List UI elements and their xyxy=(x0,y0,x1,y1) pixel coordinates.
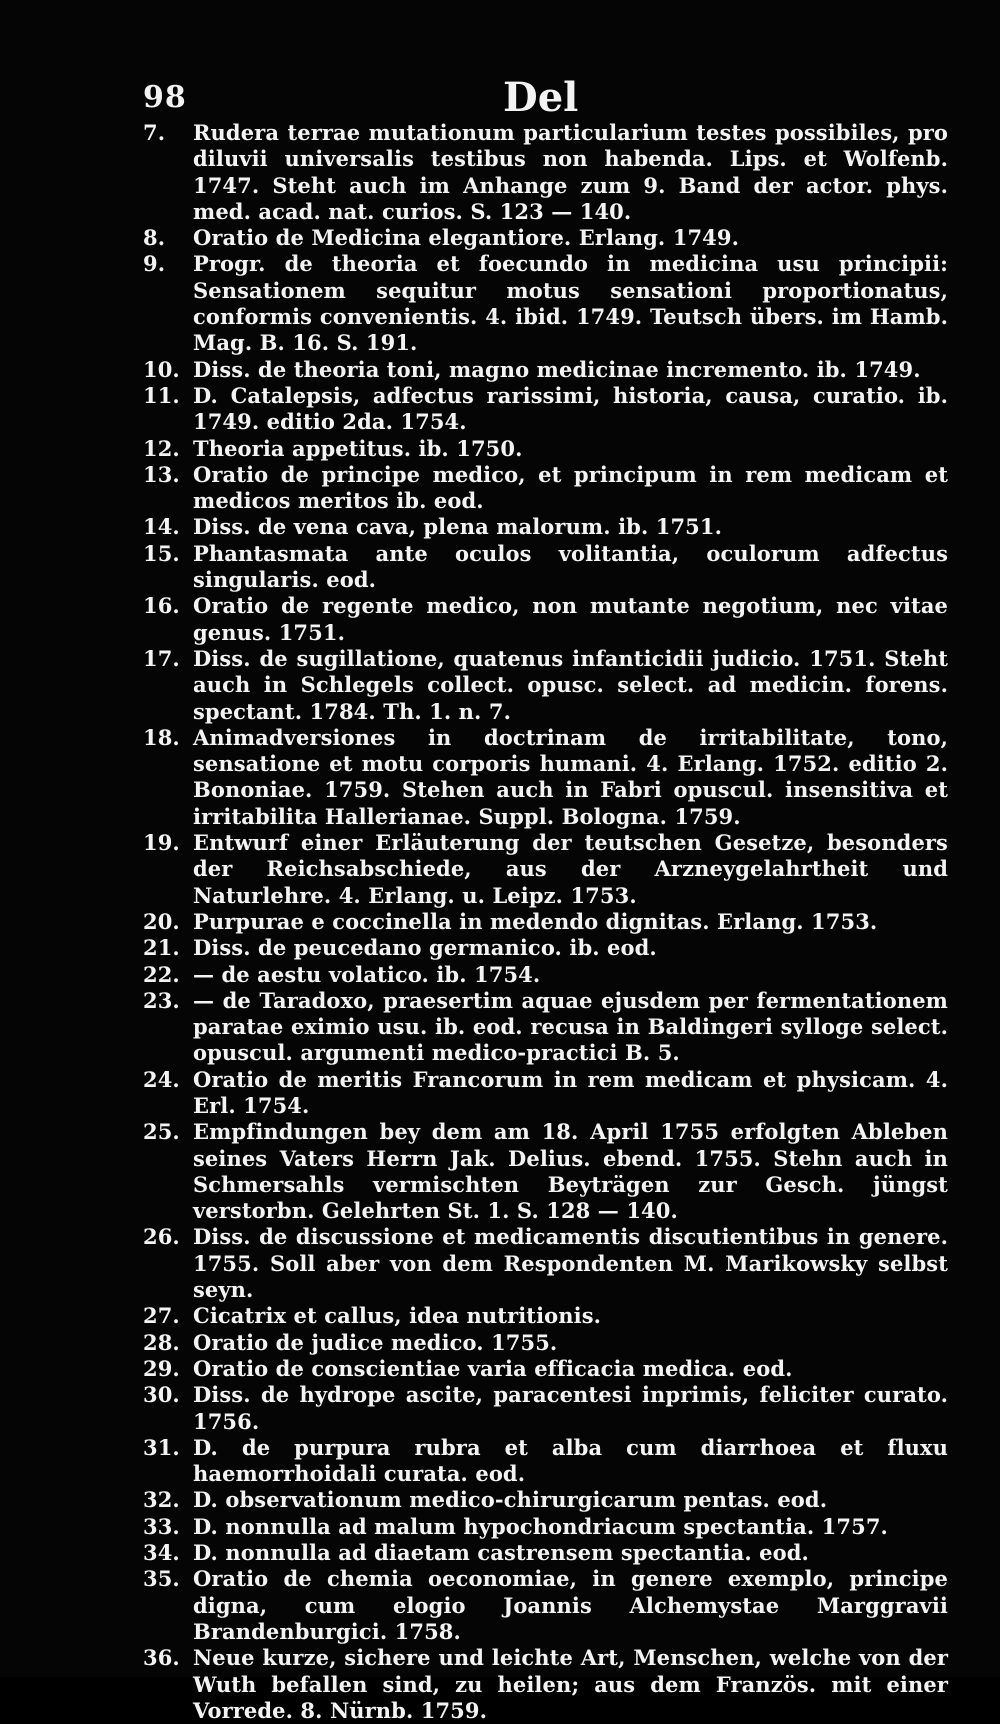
entry-number: 28. xyxy=(143,1329,180,1355)
entry-text: Diss. de peucedano germanico. ib. eod. xyxy=(193,935,657,961)
entry-number: 11. xyxy=(143,382,180,408)
bibliography-entry xyxy=(143,251,948,356)
entry-number: 27. xyxy=(143,1303,180,1329)
entry-number: 15. xyxy=(143,540,180,566)
entry-text: Oratio de Medicina elegantiore. Erlang. 1749. xyxy=(193,225,740,251)
entry-number: 18. xyxy=(143,724,180,750)
entry-number: 9. xyxy=(143,251,166,277)
bibliography-entry xyxy=(143,1645,948,1724)
bibliography-entry xyxy=(143,935,948,961)
bibliography-entry xyxy=(143,1566,948,1645)
page-header xyxy=(143,72,943,122)
bibliography-entry xyxy=(143,1435,948,1488)
bibliography-entry xyxy=(143,593,948,646)
entry-text: Cicatrix et callus, idea nutritionis. xyxy=(193,1303,602,1329)
entry-text: Diss. de theoria toni, magno medicinae incremento. ib. 1749. xyxy=(193,356,921,382)
entry-text: — de aestu volatico. ib. 1754. xyxy=(193,961,541,987)
bibliography-entry xyxy=(143,909,948,935)
entry-text: Oratio de conscientiae varia efficacia medica. eod. xyxy=(193,1355,793,1381)
bibliography-entry xyxy=(143,1330,948,1356)
entry-text: Neue kurze, sichere und leichte Art, Menschen, welche von der Wuth befallen sind, zu heilen; aus dem Französ. mit einer Vorrede. 8. Nürnb. 1759. xyxy=(193,1645,948,1723)
bibliography-entry xyxy=(143,988,948,1067)
entry-number: 22. xyxy=(143,961,180,987)
entry-text: Progr. de theoria et foecundo in medicina usu principii: Sensationem sequitur motus sensationi proportionatus, conformis convenientis. 4. ibid. 1749. Teutsch übers. im Hamb. Mag. B. 16. S. 191. xyxy=(193,251,948,356)
bibliography-entry xyxy=(143,383,948,436)
page-number: 98 xyxy=(143,80,187,115)
bibliography-entry xyxy=(143,725,948,830)
entry-number: 23. xyxy=(143,987,180,1013)
entry-number: 31. xyxy=(143,1434,180,1460)
bibliography-entry xyxy=(143,1356,948,1382)
bibliography-entry xyxy=(143,1067,948,1120)
entry-text: Oratio de regente medico, non mutante negotium, nec vitae genus. 1751. xyxy=(193,593,948,645)
entry-number: 16. xyxy=(143,593,180,619)
entry-text: Diss. de sugillatione, quatenus infanticidii judicio. 1751. Steht auch in Schlegels collect. opusc. select. ad medicin. forens. spectant. 1784. Th. 1. n. 7. xyxy=(193,645,948,724)
entry-number: 8. xyxy=(143,225,166,251)
entry-text: Theoria appetitus. ib. 1750. xyxy=(193,435,523,461)
bibliography-entry xyxy=(143,1382,948,1435)
bibliography-entry xyxy=(143,225,948,251)
entry-text: Purpurae e coccinella in medendo dignitas. Erlang. 1753. xyxy=(193,908,878,934)
bibliography-entry xyxy=(143,541,948,594)
entry-text: — de Taradoxo, praesertim aquae ejusdem per fermentationem paratae eximio usu. ib. eod. recusa in Baldingeri sylloge select. opuscul. argumenti medico-practici B. 5. xyxy=(193,987,948,1066)
entry-text: D. de purpura rubra et alba cum diarrhoea et fluxu haemorrhoidali curata. eod. xyxy=(193,1434,948,1487)
entry-number: 29. xyxy=(143,1355,180,1381)
entry-text: Phantasmata ante oculos volitantia, oculorum adfectus singularis. eod. xyxy=(193,540,948,593)
running-head: Del xyxy=(503,74,579,121)
entry-number: 26. xyxy=(143,1224,180,1250)
bibliography-entry xyxy=(143,646,948,725)
entry-number: 32. xyxy=(143,1487,180,1513)
entry-number: 30. xyxy=(143,1382,180,1408)
bibliography-entry xyxy=(143,357,948,383)
entry-text: D. nonnulla ad malum hypochondriacum spectantia. 1757. xyxy=(193,1513,888,1539)
bibliography-entry xyxy=(143,1224,948,1303)
entry-text: D. Catalepsis, adfectus rarissimi, historia, causa, curatio. ib. 1749. editio 2da. 1754. xyxy=(193,382,948,435)
bibliography-entry xyxy=(143,1119,948,1224)
entry-number: 36. xyxy=(143,1645,180,1671)
entry-number: 17. xyxy=(143,645,180,671)
entry-number: 25. xyxy=(143,1119,180,1145)
entry-number: 14. xyxy=(143,514,180,540)
entry-number: 34. xyxy=(143,1540,180,1566)
bibliography-entry xyxy=(143,830,948,909)
entry-text: Oratio de chemia oeconomiae, in genere exemplo, principe digna, cum elogio Joannis Alchemystae Marggravii Brandenburgici. 1758. xyxy=(193,1566,948,1644)
entry-text: Empfindungen bey dem am 18. April 1755 erfolgten Ableben seines Vaters Herrn Jak. Delius. ebend. 1755. Stehn auch in Schmersahls vermischten Beyträgen zur Gesch. jüngst verstorbn. Gelehrten St. 1. S. 128 — 140. xyxy=(193,1119,948,1224)
entry-text: Entwurf einer Erläuterung der teutschen Gesetze, besonders der Reichsabschiede, aus der Arzneygelahrtheit und Naturlehre. 4. Erlang. u. Leipz. 1753. xyxy=(193,830,948,908)
entry-text: Oratio de meritis Francorum in rem medicam et physicam. 4. Erl. 1754. xyxy=(193,1066,948,1118)
bibliography-entry xyxy=(143,1487,948,1513)
entry-number: 10. xyxy=(143,356,180,382)
entry-number: 20. xyxy=(143,908,180,934)
entry-number: 12. xyxy=(143,435,180,461)
bibliography-entry xyxy=(143,1514,948,1540)
entry-number: 7. xyxy=(143,120,166,145)
entry-number: 33. xyxy=(143,1513,180,1539)
entry-text: Oratio de principe medico, et principum in rem medicam et medicos meritos ib. eod. xyxy=(193,461,948,514)
bibliography-entry xyxy=(143,1303,948,1329)
entry-text: Rudera terrae mutationum particularium testes possibiles, pro diluvii universalis testibus non habenda. Lips. et Wolfenb. 1747. Steht auch im Anhange zum 9. Band der actor. phys. med. acad. nat. curios. S. 123 — 140. xyxy=(193,120,948,224)
bibliography-entry xyxy=(143,514,948,540)
entry-number: 24. xyxy=(143,1066,180,1092)
entry-text: D. observationum medico-chirurgicarum pentas. eod. xyxy=(193,1487,828,1513)
bibliography-entry xyxy=(143,120,948,225)
entry-text: Animadversiones in doctrinam de irritabilitate, tono, sensatione et motu corporis humani. 4. Erlang. 1752. editio 2. Bononiae. 1759. Stehen auch in Fabri opuscul. insensitiva et irritabilita Hallerianae. Suppl. Bologna. 1759. xyxy=(193,724,948,829)
bibliography-list xyxy=(143,120,948,1724)
entry-text: Diss. de hydrope ascite, paracentesi inprimis, feliciter curato. 1756. xyxy=(193,1382,948,1434)
entry-text: Oratio de judice medico. 1755. xyxy=(193,1329,558,1355)
bibliography-entry xyxy=(143,1540,948,1566)
entry-number: 13. xyxy=(143,461,180,487)
entry-text: D. nonnulla ad diaetam castrensem spectantia. eod. xyxy=(193,1540,809,1566)
bibliography-entry xyxy=(143,436,948,462)
entry-number: 19. xyxy=(143,830,180,856)
entry-number: 21. xyxy=(143,935,180,961)
entry-text: Diss. de discussione et medicamentis discutientibus in genere. 1755. Soll aber von dem Respondenten M. Marikowsky selbst seyn. xyxy=(193,1224,948,1303)
bibliography-entry xyxy=(143,962,948,988)
bibliography-entry xyxy=(143,462,948,515)
entry-text: Diss. de vena cava, plena malorum. ib. 1751. xyxy=(193,514,723,540)
entry-number: 35. xyxy=(143,1566,180,1592)
